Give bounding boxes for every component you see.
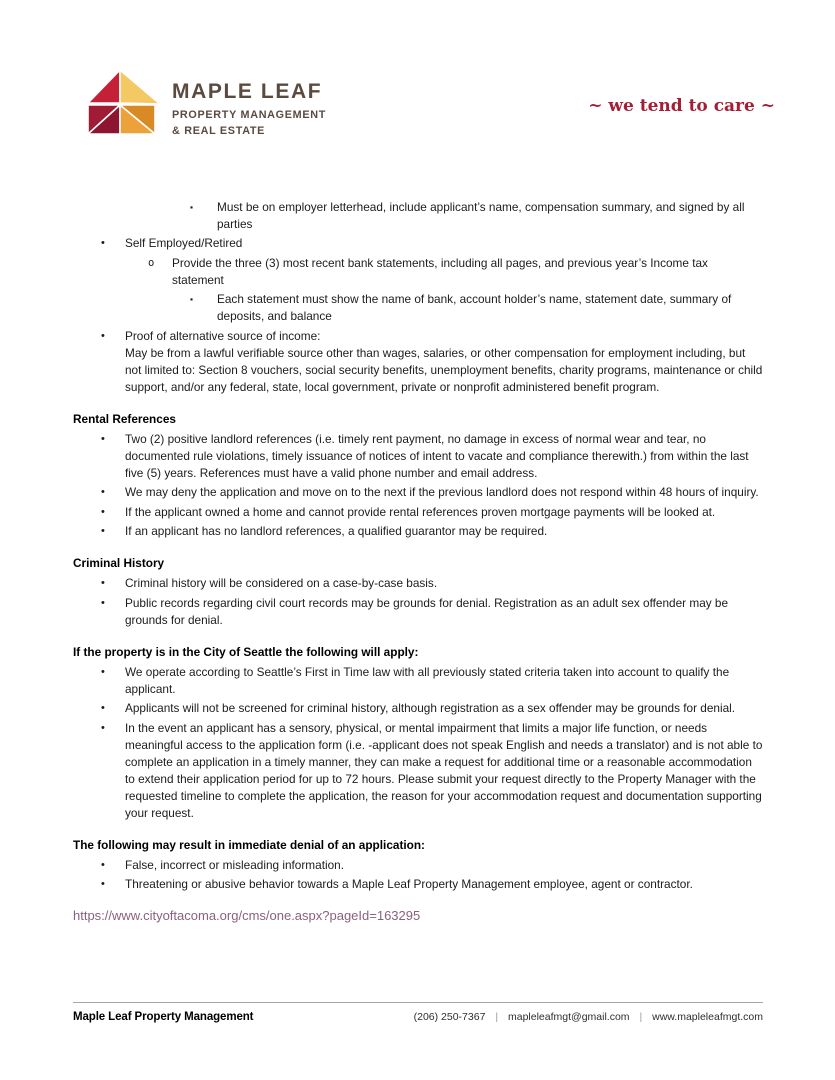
list-item xyxy=(73,664,763,698)
section-criminal-history xyxy=(73,555,763,629)
brand-title: MAPLE LEAF xyxy=(172,80,323,103)
list-item-text: Public records regarding civil court records may be grounds for denial. Registration as an adult sex offender may be grounds for denial. xyxy=(125,595,729,627)
list-item-text: If an applicant has no landlord references, a qualified guarantor may be required. xyxy=(125,524,548,538)
list-item-text: Proof of alternative source of income: xyxy=(125,328,321,343)
list-item-text: Self Employed/Retired xyxy=(125,236,243,250)
list-item xyxy=(73,876,763,893)
list-item xyxy=(73,720,763,822)
section-city-of-seattle xyxy=(73,644,763,822)
footer-company-name: Maple Leaf Property Management xyxy=(73,1011,254,1023)
disc-bullet-icon: • xyxy=(101,505,105,518)
list-item xyxy=(73,328,763,396)
list-item-text: If the applicant owned a home and cannot provide rental references proven mortgage payments will be looked at. xyxy=(125,504,716,519)
disc-bullet-icon: • xyxy=(101,858,105,871)
footer-phone: (206) 250-7367 xyxy=(413,1011,486,1023)
list-item-text: Each statement must show the name of bank, account holder’s name, statement date, summary of deposits, and balance xyxy=(217,292,732,323)
list-item-text: We operate according to Seattle’s First in Time law with all previously stated criteria taken into account to qualify the applicant. xyxy=(125,664,730,696)
disc-bullet-icon: • xyxy=(101,596,105,609)
square-bullet-icon: ▪ xyxy=(190,201,194,212)
cityoftacoma-link[interactable]: https://www.cityoftacoma.org/cms/one.aspx?pageId=163295 xyxy=(73,908,421,923)
footer-email: mapleleafmgt@gmail.com xyxy=(508,1011,630,1023)
list-item xyxy=(73,431,763,482)
list-item-continuation: May be from a lawful verifiable source other than wages, salaries, or other compensation for employment including, but not limited to: Section 8 vouchers, social security benefits, unemployment benefits, charity programs, maintenance or child support, and/or any federal, state, local government, private or nonprofit administered benefit program. xyxy=(125,345,763,394)
disc-bullet-icon: • xyxy=(101,329,105,342)
list-item-text: In the event an applicant has a sensory, physical, or mental impairment that limits a major life function, or needs meaningful access to the application form (i.e. -applicant does not speak English and needs a translator) and is not able to complete an application in a timely manner, they can make a request for additional time or a reasonable accommodation to extend their application period for up to 72 hours. Please submit your request directly to the Property Manager with the requested timeline to complete the application, the reason for your accommodation request and documentation supporting your request. xyxy=(125,720,763,820)
list-item xyxy=(73,235,763,252)
section-heading-immediate-denial: The following may result in immediate denial of an application: xyxy=(73,837,425,852)
disc-bullet-icon: • xyxy=(101,878,105,890)
list-item-text: Criminal history will be considered on a case-by-case basis. xyxy=(125,576,438,590)
tagline: ~ we tend to care ~ xyxy=(588,96,775,116)
list-item xyxy=(73,595,763,629)
separator: | xyxy=(495,1011,499,1023)
disc-bullet-icon: • xyxy=(101,237,105,249)
list-item xyxy=(73,857,763,874)
square-bullet-icon: ▪ xyxy=(190,294,194,304)
separator: | xyxy=(639,1011,643,1023)
document-body xyxy=(73,196,763,924)
circle-bullet-icon: o xyxy=(148,256,155,269)
list-item-text: Must be on employer letterhead, include applicant’s name, compensation summary, and signed by all parties xyxy=(217,199,745,231)
section-heading-city-of-seattle: If the property is in the City of Seattle the following will apply: xyxy=(73,644,419,659)
disc-bullet-icon: • xyxy=(101,525,105,537)
footer xyxy=(73,1002,763,1023)
list-item-text: False, incorrect or misleading information. xyxy=(125,857,344,872)
list-item xyxy=(73,484,763,501)
brand-subtitle-real-estate: & REAL ESTATE xyxy=(172,124,266,137)
list-item xyxy=(73,700,763,717)
list-item xyxy=(73,255,763,289)
section-heading-rental-references: Rental References xyxy=(73,411,176,426)
disc-bullet-icon: • xyxy=(101,432,105,445)
section-rental-references xyxy=(73,411,763,541)
disc-bullet-icon: • xyxy=(101,486,105,498)
list-item-text: Provide the three (3) most recent bank statements, including all pages, and previous year’s Income tax statement xyxy=(172,255,708,287)
list-item-text: Two (2) positive landlord references (i.e. timely rent payment, no damage in excess of normal wear and tear, no documented rule violations, timely issuance of notices of intent to vacate and compliance therewith.) from within the last five (5) years. References must have a valid phone number and email address. xyxy=(125,431,749,480)
section-income-verification xyxy=(73,199,763,396)
list-item xyxy=(73,504,763,521)
brand-block xyxy=(172,80,326,139)
section-immediate-denial xyxy=(73,837,763,894)
disc-bullet-icon: • xyxy=(101,702,105,714)
list-item xyxy=(73,523,763,540)
disc-bullet-icon: • xyxy=(101,721,105,734)
list-item-text: Threatening or abusive behavior towards a Maple Leaf Property Management employee, agent or contractor. xyxy=(125,877,693,891)
section-heading-criminal-history: Criminal History xyxy=(73,556,165,570)
footer-website: www.mapleleafmgt.com xyxy=(652,1011,763,1023)
disc-bullet-icon: • xyxy=(101,577,105,589)
brand-subtitle-property-management: PROPERTY MANAGEMENT xyxy=(172,109,327,121)
list-item xyxy=(73,575,763,592)
maple-leaf-house-logo-icon xyxy=(86,69,162,137)
list-item xyxy=(73,291,763,325)
list-item-text: We may deny the application and move on to the next if the previous landlord does not respond within 48 hours of inquiry. xyxy=(125,485,759,499)
list-item-text: Applicants will not be screened for criminal history, although registration as a sex offender may be grounds for denial. xyxy=(125,701,736,715)
disc-bullet-icon: • xyxy=(101,665,105,678)
list-item xyxy=(73,199,763,233)
footer-contact xyxy=(414,1011,763,1023)
